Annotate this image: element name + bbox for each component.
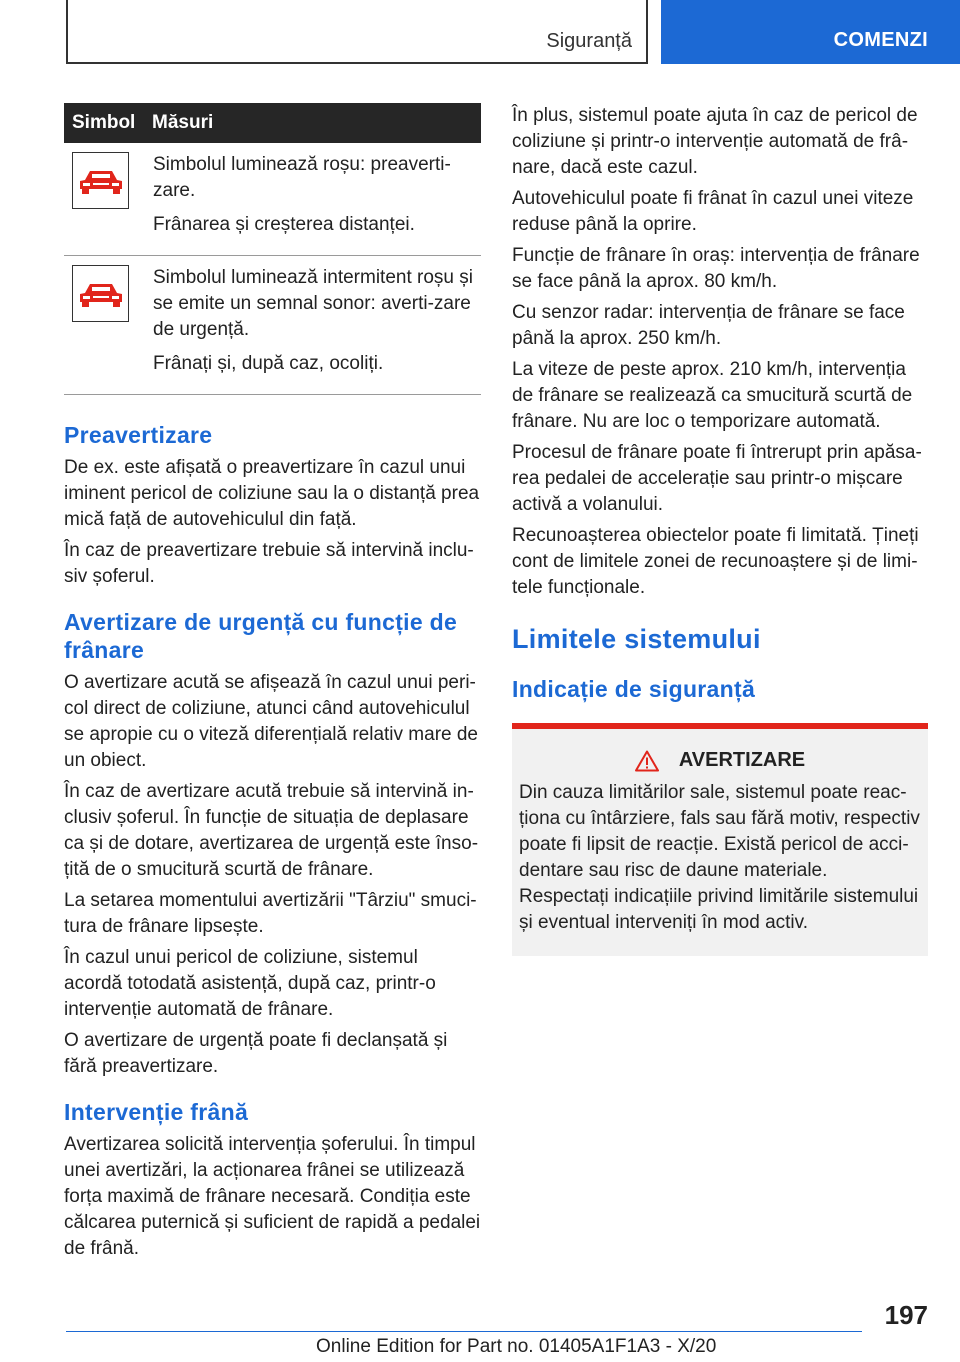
paragraph: Recunoașterea obiectelor poate fi limitată. Țineți cont de limitele zonei de recunoaștere și de limi-tele funcționale.: [512, 525, 919, 598]
preavertizare-text: [64, 455, 481, 590]
warning-text: Din cauza limitărilor sale, sistemul poate reac-ționa cu întârziere, fals sau fără motiv, respectiv poate fi lipsit de reacție. Există pericol de acci-dentare sau risc de daune materiale. Respectați indicațiile privind limitările sistemului și eventual interveniți în mod activ.: [519, 782, 920, 933]
table-row: [64, 256, 481, 395]
paragraph: De ex. este afișată o preavertizare în cazul unui iminent pericol de coliziune sau la o distanță prea mică față de autovehiculul din față.: [64, 457, 480, 530]
paragraph: Funcție de frânare în oraș: intervenția de frânare se face până la aprox. 80 km/h.: [512, 245, 920, 292]
tab-comenzi[interactable]: [661, 0, 960, 64]
page-number: 197: [884, 1300, 928, 1330]
paragraph: În caz de avertizare acută trebuie să intervină in-clusiv șoferul. În funcție de situația de deplasare ca și de dotare, avertizarea de urgență este înso-țită de o smucitură scurtă de frânare.: [64, 781, 479, 880]
table-row: [64, 143, 481, 256]
right-column: [512, 103, 928, 956]
heading-limitele-sistemului: Limitele sistemului: [512, 624, 761, 654]
heading-preavertizare: Preavertizare: [64, 422, 213, 448]
row-text: Frânați și, după caz, ocoliți.: [153, 353, 384, 374]
header-bar: [66, 0, 648, 64]
heading-avertizare-urgenta: Avertizare de urgență cu funcție de frânare: [64, 609, 458, 663]
paragraph: La setarea momentului avertizării "Târziu" smuci-tura de frânare lipsește.: [64, 890, 477, 937]
row-text: Simbolul luminează intermitent roșu și se emite un semnal sonor: averti-zare de urgență.: [153, 267, 473, 340]
paragraph: La viteze de peste aprox. 210 km/h, intervenția de frânare se realizează ca smucitură scurtă de frânare. Nu are loc o temporizare automată.: [512, 359, 913, 432]
warning-triangle-icon: [635, 750, 659, 772]
paragraph: O avertizare de urgență poate fi declanșată și fără preavertizare.: [64, 1030, 448, 1077]
heading-interventie-frana: Intervenție frână: [64, 1099, 249, 1125]
section-title: Siguranță: [546, 30, 632, 52]
paragraph: Autovehiculul poate fi frânat în cazul unei viteze reduse până la oprire.: [512, 188, 914, 235]
paragraph: În caz de preavertizare trebuie să intervină inclu-siv șoferul.: [64, 540, 474, 587]
warning-header: [519, 749, 921, 772]
paragraph: Procesul de frânare poate fi întrerupt prin apăsa-rea pedalei de accelerație sau printr-o mișcare activă a volanului.: [512, 442, 922, 515]
symbol-table: [64, 103, 481, 395]
car-warning-icon: [72, 152, 129, 209]
heading-indicatie-siguranta: Indicație de siguranță: [512, 676, 756, 702]
edition-note: Online Edition for Part no. 01405A1F1A3 - X/20: [316, 1336, 717, 1357]
tab-comenzi-label: COMENZI: [833, 29, 928, 51]
paragraph: În cazul unui pericol de coliziune, sistemul acordă totodată asistență, după caz, printr-o intervenție automată de frânare.: [64, 947, 436, 1020]
interventie-text: [64, 1132, 481, 1262]
avertizare-text: [64, 670, 481, 1080]
paragraph: Cu senzor radar: intervenția de frânare se face până la aprox. 250 km/h.: [512, 302, 905, 349]
left-column: [64, 103, 481, 1267]
column-header-masuri: Măsuri: [144, 103, 481, 143]
paragraph: O avertizare acută se afișează în cazul unui peri-col direct de coliziune, atunci când autovehiculul se apropie cu o viteză diferențială relativ mare de un obiect.: [64, 672, 479, 771]
column-header-simbol: Simbol: [64, 103, 144, 143]
paragraph: Avertizarea solicită intervenția șoferului. În timpul unei avertizări, la acționarea frânei se utilizează forța maximă de frânare necesară. Condiția este călcarea puternică și suficient de rapidă a pedalei de frână.: [64, 1134, 481, 1259]
footer-divider: [66, 1331, 862, 1332]
row-text: Simbolul luminează roșu: preaverti-zare.: [153, 154, 451, 201]
row-text: Frânarea și creșterea distanței.: [153, 214, 415, 235]
paragraph: În plus, sistemul poate ajuta în caz de pericol de coliziune și printr-o intervenție automată de frâ-nare, dacă este cazul.: [512, 105, 918, 178]
warning-box: [512, 723, 928, 956]
car-warning-icon: [72, 265, 129, 322]
right-text: [512, 103, 928, 601]
warning-title: AVERTIZARE: [678, 749, 806, 771]
